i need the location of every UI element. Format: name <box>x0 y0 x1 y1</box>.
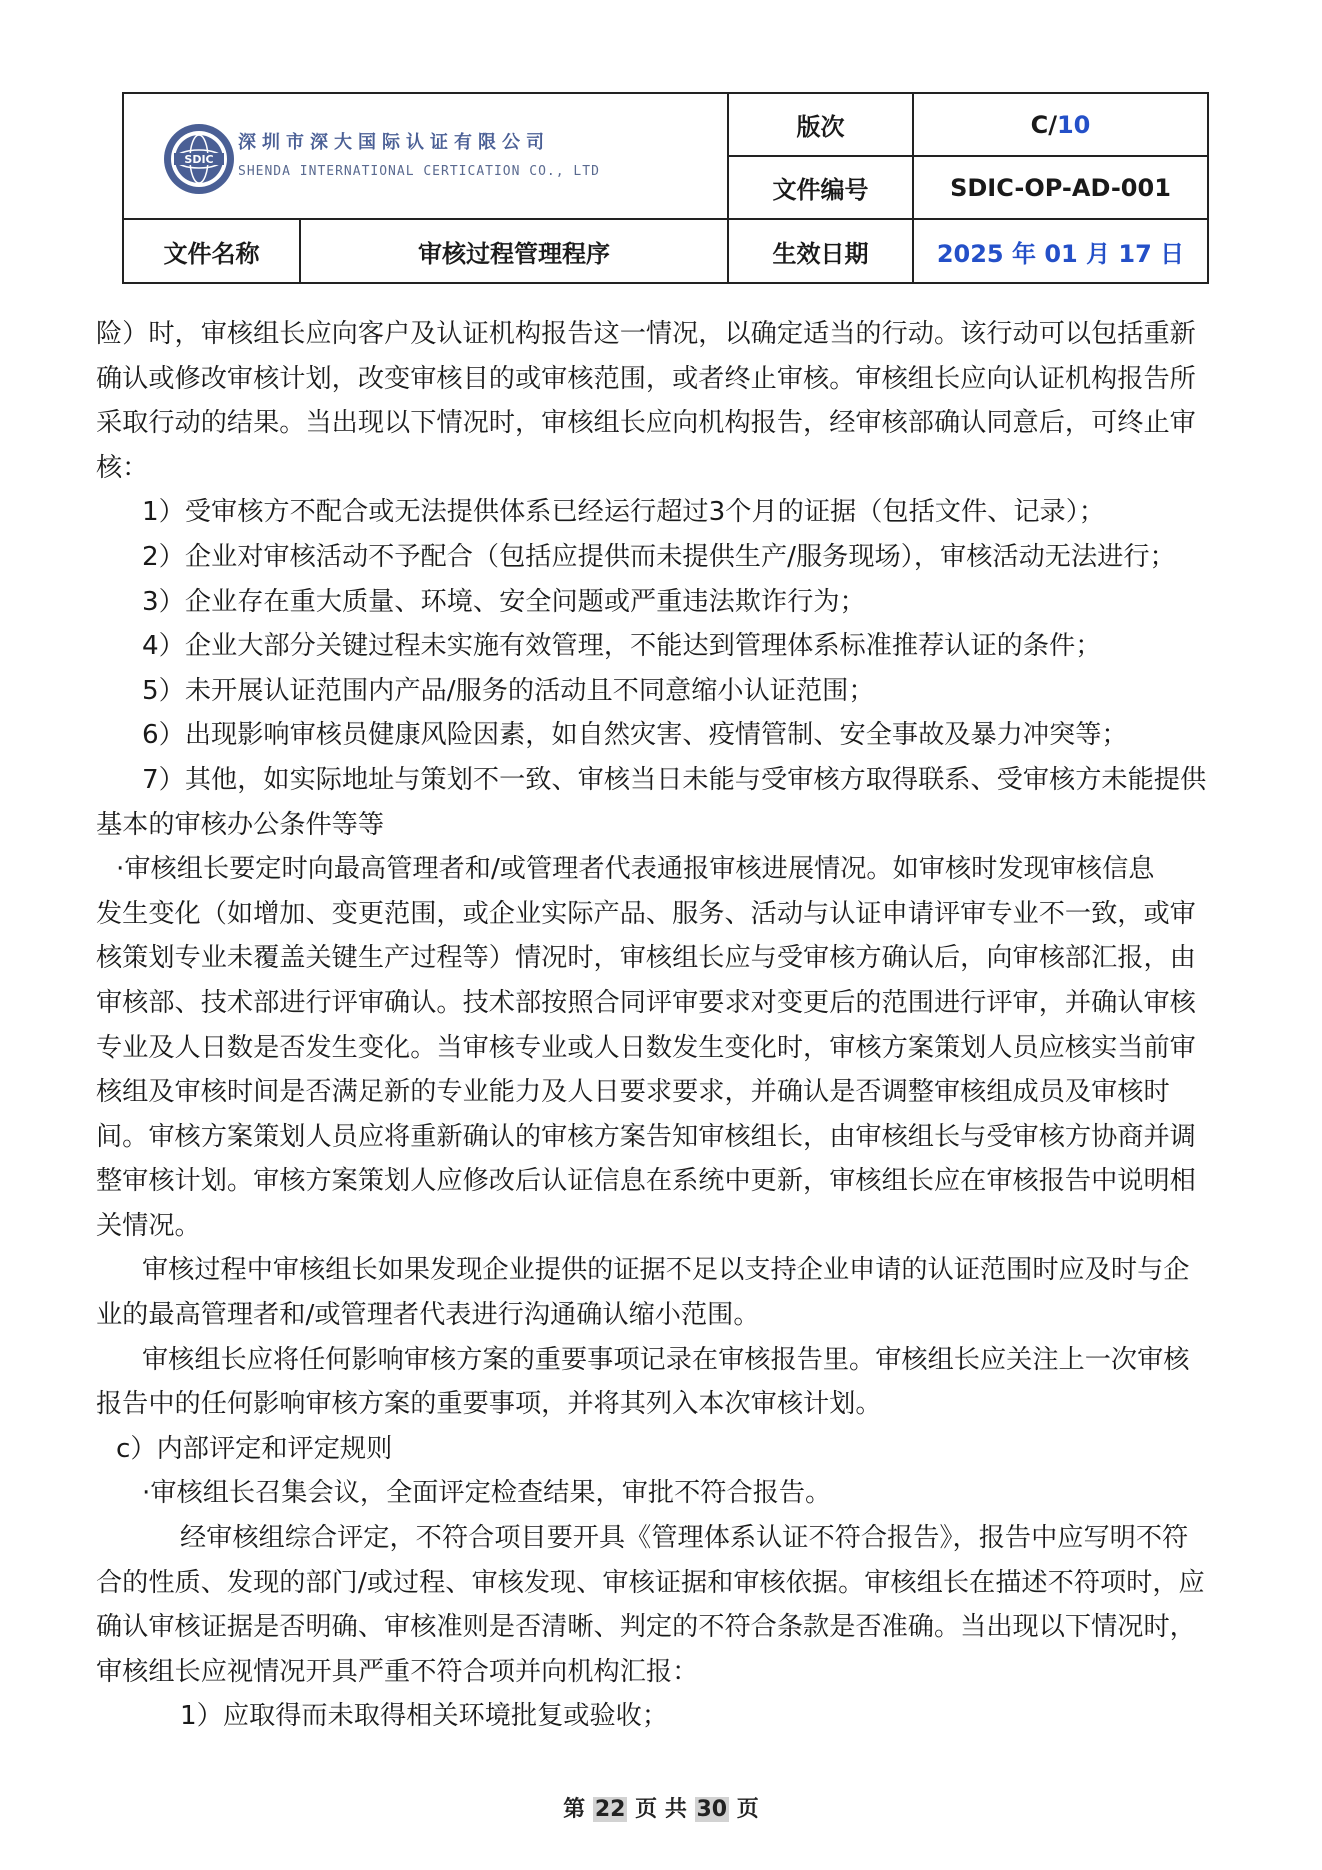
document-header-table <box>122 92 1209 284</box>
doc-name-value: 审核过程管理程序 <box>300 219 728 283</box>
body-line: 3）企业存在重大质量、环境、安全问题或严重违法欺诈行为； <box>142 586 866 617</box>
version-prefix: C/ <box>1030 110 1057 139</box>
body-line: 间。审核方案策划人员应将重新确认的审核方案告知审核组长，由审核组长与受审核方协商并调 <box>96 1121 1196 1152</box>
footer-suffix: 页 <box>736 1797 759 1822</box>
logo-text: SDIC <box>184 153 214 166</box>
body-line: 审核部、技术部进行评审确认。技术部按照合同评审要求对变更后的范围进行评审，并确认审核 <box>96 987 1196 1018</box>
total-page-number: 30 <box>696 1797 728 1822</box>
body-line: 5）未开展认证范围内产品/服务的活动且不同意缩小认证范围； <box>142 675 875 706</box>
body-line: 审核过程中审核组长如果发现企业提供的证据不足以支持企业申请的认证范围时应及时与企 <box>142 1255 1190 1286</box>
body-line: 业的最高管理者和/或管理者代表进行沟通确认缩小范围。 <box>96 1300 760 1331</box>
sdic-logo-icon <box>162 122 236 196</box>
body-line: 确认或修改审核计划，改变审核目的或审核范围，或者终止审核。审核组长应向认证机构报告所 <box>96 363 1196 394</box>
body-line: 经审核组综合评定，不符合项目要开具《管理体系认证不符合报告》，报告中应写明不符 <box>180 1523 1189 1554</box>
version-number: 10 <box>1056 110 1091 139</box>
body-line: 1）受审核方不配合或无法提供体系已经运行超过3个月的证据（包括文件、记录）； <box>142 497 1105 528</box>
body-line: ·审核组长召集会议，全面评定检查结果，审批不符合报告。 <box>142 1478 832 1509</box>
doc-name-label: 文件名称 <box>123 219 300 283</box>
body-line: 发生变化（如增加、变更范围，或企业实际产品、服务、活动与认证申请评审专业不一致，或审 <box>96 898 1196 929</box>
body-line: 2）企业对审核活动不予配合（包括应提供而未提供生产/服务现场），审核活动无法进行； <box>142 541 1176 572</box>
doc-no-label: 文件编号 <box>728 156 913 219</box>
body-line: 关情况。 <box>96 1210 201 1241</box>
company-logo-cell <box>123 93 728 219</box>
body-line: 4）企业大部分关键过程未实施有效管理，不能达到管理体系标准推荐认证的条件； <box>142 631 1102 662</box>
body-line: 基本的审核办公条件等等 <box>96 809 385 840</box>
effective-date-value: 2025 年 01 月 17 日 <box>913 219 1208 283</box>
body-line: 6）出现影响审核员健康风险因素，如自然灾害、疫情管制、安全事故及暴力冲突等； <box>142 720 1128 751</box>
body-line: 核： <box>96 452 149 483</box>
body-line: ·审核组长要定时向最高管理者和/或管理者代表通报审核进展情况。如审核时发现审核信息 <box>116 854 1155 885</box>
doc-no-value: SDIC-OP-AD-001 <box>913 156 1208 219</box>
body-line: 核策划专业未覆盖关键生产过程等）情况时，审核组长应与受审核方确认后，向审核部汇报，由 <box>96 943 1196 974</box>
body-line: 1）应取得而未取得相关环境批复或验收； <box>180 1701 669 1732</box>
body-line: 报告中的任何影响审核方案的重要事项，并将其列入本次审核计划。 <box>96 1389 882 1420</box>
version-label: 版次 <box>728 93 913 156</box>
body-line: 险）时，审核组长应向客户及认证机构报告这一情况，以确定适当的行动。该行动可以包括重新 <box>96 319 1196 349</box>
body-line: 7）其他，如实际地址与策划不一致、审核当日未能与受审核方取得联系、受审核方未能提供 <box>142 764 1207 795</box>
company-name-en: SHENDA INTERNATIONAL CERTICATION CO., LTD <box>238 164 600 179</box>
footer-middle: 页 共 <box>635 1797 687 1822</box>
body-line: 采取行动的结果。当出现以下情况时，审核组长应向机构报告，经审核部确认同意后，可终止审 <box>96 408 1196 439</box>
body-line: 专业及人日数是否发生变化。当审核专业或人日数发生变化时，审核方案策划人员应核实当前审 <box>96 1032 1196 1063</box>
body-line: 审核组长应视情况开具严重不符合项并向机构汇报： <box>96 1656 699 1687</box>
body-line: c）内部评定和评定规则 <box>116 1433 393 1464</box>
body-line: 审核组长应将任何影响审核方案的重要事项记录在审核报告里。审核组长应关注上一次审核 <box>142 1344 1190 1375</box>
body-line: 核组及审核时间是否满足新的专业能力及人日要求要求，并确认是否调整审核组成员及审核时 <box>96 1077 1170 1108</box>
body-line: 合的性质、发现的部门/或过程、审核发现、审核证据和审核依据。审核组长在描述不符项时，应 <box>96 1567 1205 1598</box>
effective-date-label: 生效日期 <box>728 219 913 283</box>
version-value <box>913 93 1208 156</box>
footer-prefix: 第 <box>563 1797 586 1822</box>
page-footer <box>0 1792 1322 1823</box>
body-line: 确认审核证据是否明确、审核准则是否清晰、判定的不符合条款是否准确。当出现以下情况时， <box>96 1612 1196 1643</box>
document-body <box>96 312 1236 1739</box>
body-line: 整审核计划。审核方案策划人应修改后认证信息在系统中更新，审核组长应在审核报告中说明相 <box>96 1166 1196 1197</box>
current-page-number: 22 <box>594 1797 626 1822</box>
company-name-cn: 深圳市深大国际认证有限公司 <box>238 132 550 153</box>
